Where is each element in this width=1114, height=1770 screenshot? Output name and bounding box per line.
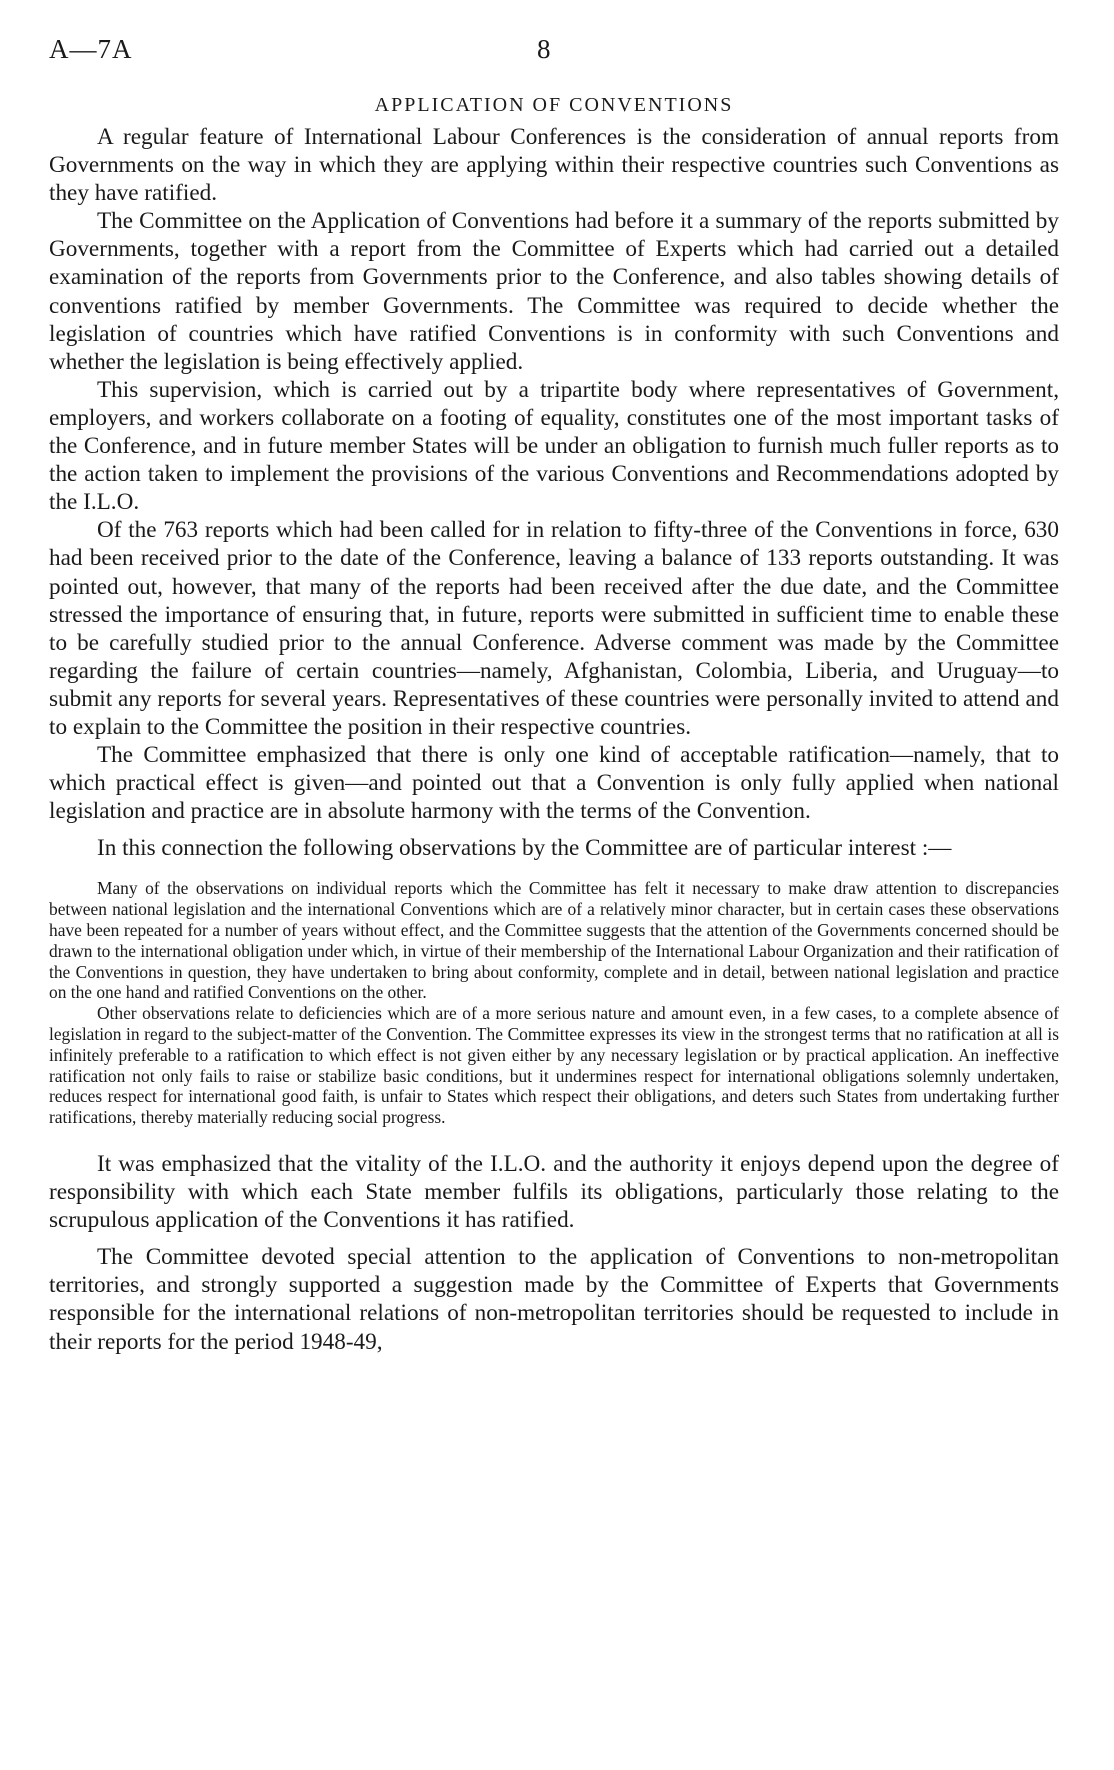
body-paragraph: A regular feature of International Labour Conferences is the consideration of annual reports from Governments on the way in which they are applying within their respective countries such Conventions as they have ratified.	[49, 124, 1059, 207]
body-paragraph: Of the 763 reports which had been called for in relation to fifty-three of the Conventions in force, 630 had been received prior to the date of the Conference, leaving a balance of 133 reports outstanding. It was pointed out, however, that many of the reports had been received after the due date, and the Committee stressed the importance of ensuring that, in future, reports were submitted in sufficient time to enable these to be carefully studied prior to the annual Conference. Adverse comment was made by the Committee regarding the failure of certain countries—namely, Afghanistan, Colombia, Liberia, and Uruguay—to submit any reports for several years. Representatives of these countries were personally invited to attend and to explain to the Committee the position in their respective countries.	[49, 517, 1059, 740]
document-page	[49, 34, 1059, 1356]
body-paragraph: The Committee emphasized that there is only one kind of acceptable ratification—namely, that to which practical effect is given—and pointed out that a Convention is only fully applied when national legislation and practice are in absolute harmony with the terms of the Convention.	[49, 742, 1059, 825]
body-paragraph: The Committee devoted special attention to the application of Conventions to non-metropolitan territories, and strongly supported a suggestion made by the Committee of Experts that Governments responsible for the international relations of non-metropolitan territories should be requested to include in their reports for the period 1948-49,	[49, 1244, 1059, 1355]
page-number: 8	[537, 34, 551, 64]
body-paragraph: This supervision, which is carried out by a tripartite body where representatives of Government, employers, and workers collaborate on a footing of equality, constitutes one of the most important tasks of the Conference, and in future member States will be under an obligation to furnish much fuller reports as to the action taken to implement the provisions of the various Conventions and Recommendations adopted by the I.L.O.	[49, 376, 1059, 516]
section-title: APPLICATION OF CONVENTIONS	[374, 94, 734, 116]
quoted-paragraph: Many of the observations on individual reports which the Committee has felt it necessary to make draw attention to discrepancies between national legislation and the international Conventions which are of a relatively minor character, but in certain cases these observations have been repeated for a number of years without effect, and the Committee suggests that the attention of the Governments concerned should be drawn to the international obligation under which, in virtue of their membership of the International Labour Organization and their ratification of the Conventions in question, they have undertaken to bring about conformity, complete and in detail, between national legislation and practice on the one hand and ratified Conventions on the other.	[49, 878, 1059, 1003]
page-header	[49, 34, 1059, 74]
quoted-paragraph: Other observations relate to deficiencies which are of a more serious nature and amount even, in a few cases, to a complete absence of legislation in regard to the subject-matter of the Convention. The Committee expresses its view in the strongest terms that no ratification at all is infinitely preferable to a ratification to which effect is not given either by any necessary legislation or by practical application. An ineffective ratification not only fails to raise or stabilize basic conditions, but it undermines respect for international obligations solemnly undertaken, reduces respect for international good faith, is unfair to States which respect their obligations, and deters such States from undertaking further ratifications, thereby materially reducing social progress.	[49, 1003, 1059, 1128]
body-paragraph: In this connection the following observations by the Committee are of particular interest :—	[97, 835, 952, 862]
quoted-observations	[49, 878, 1059, 1128]
document-reference: A—7A	[49, 34, 133, 64]
body-paragraph: It was emphasized that the vitality of the I.L.O. and the authority it enjoys depend upon the degree of responsibility with which each State member fulfils its obligations, particularly those relating to the scrupulous application of the Conventions it has ratified.	[49, 1151, 1059, 1234]
body-paragraph: The Committee on the Application of Conventions had before it a summary of the reports submitted by Governments, together with a report from the Committee of Experts which had carried out a detailed examination of the reports from Governments prior to the Conference, and also tables showing details of conventions ratified by member Governments. The Committee was required to decide whether the legislation of countries which have ratified Conventions is in conformity with such Conventions and whether the legislation is being effectively applied.	[49, 208, 1059, 375]
